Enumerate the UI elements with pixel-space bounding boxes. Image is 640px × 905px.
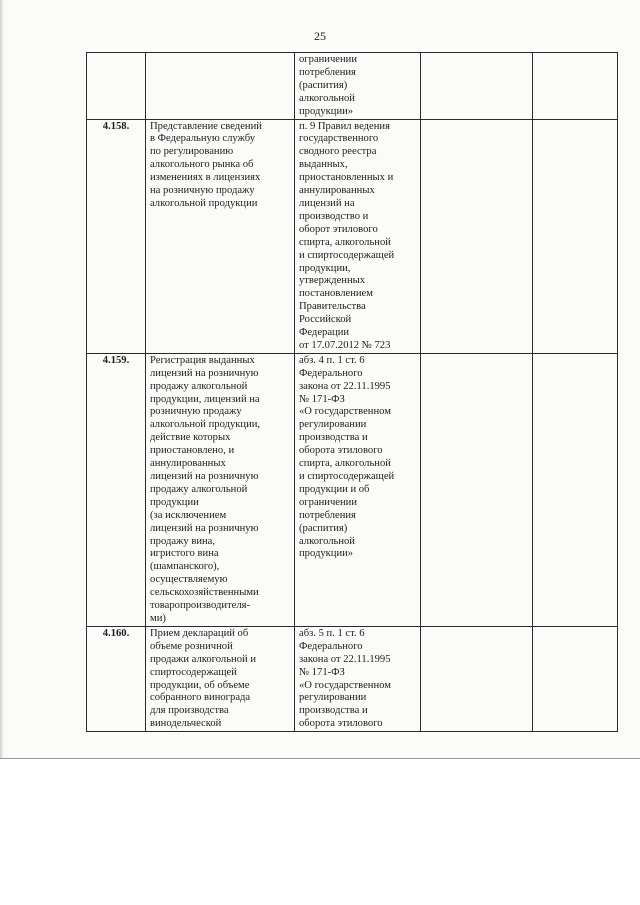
item-number: 4.159. — [87, 353, 146, 626]
item-number: 4.158. — [87, 119, 146, 353]
service-description: Прием деклараций об объеме розничной продажи алкогольной и спиртосодержащей продукции, об объеме собранного винограда для производства винодельческой — [146, 626, 295, 731]
item-number: 4.160. — [87, 626, 146, 731]
service-description — [146, 53, 295, 120]
empty-cell — [533, 626, 618, 731]
page-number: 25 — [314, 29, 326, 43]
empty-cell — [533, 119, 618, 353]
empty-cell — [421, 53, 533, 120]
item-number — [87, 53, 146, 120]
legal-basis: абз. 5 п. 1 ст. 6 Федерального закона от 22.11.1995 № 171-ФЗ «О государственном регулировании производства и оборота этилового — [295, 626, 421, 731]
empty-cell — [533, 53, 618, 120]
empty-cell — [533, 353, 618, 626]
scan-edge-shadow — [0, 0, 4, 758]
empty-cell — [421, 626, 533, 731]
service-description: Представление сведений в Федеральную службу по регулированию алкогольного рынка об изменениях в лицензиях на розничную продажу алкогольной продукции — [146, 119, 295, 353]
table-row — [87, 626, 618, 731]
services-table — [86, 52, 618, 732]
legal-basis: ограничении потребления (распития) алкогольной продукции» — [295, 53, 421, 120]
service-description: Регистрация выданных лицензий на розничную продажу алкогольной продукции, лицензий на розничную продажу алкогольной продукции, действие которых приостановлено, и аннулированных лицензий на розничную продажу алкогольной продукции (за исключением лицензий на розничную продажу вина, игристого вина (шампанского), осуществляемую сельскохозяйственными товаропроизводителя- ми) — [146, 353, 295, 626]
legal-basis: абз. 4 п. 1 ст. 6 Федерального закона от 22.11.1995 № 171-ФЗ «О государственном регулировании производства и оборота этилового спирта, алкогольной и спиртосодержащей продукции и об ограничении потребления (распития) алкогольной продукции» — [295, 353, 421, 626]
table-row — [87, 53, 618, 120]
empty-cell — [421, 119, 533, 353]
table-row — [87, 353, 618, 626]
empty-cell — [421, 353, 533, 626]
legal-basis: п. 9 Правил ведения государственного сводного реестра выданных, приостановленных и аннулированных лицензий на производство и оборот этилового спирта, алкогольной и спиртосодержащей продукции, утвержденных постановлением Правительства Российской Федерации от 17.07.2012 № 723 — [295, 119, 421, 353]
table-row — [87, 119, 618, 353]
